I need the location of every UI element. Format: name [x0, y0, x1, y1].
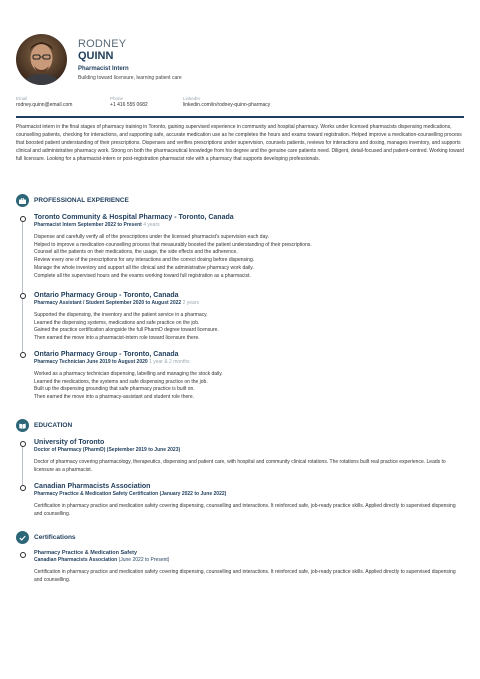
section-experience-heading	[16, 194, 129, 207]
last-name: QUINN	[78, 50, 114, 62]
entry-subtitle	[34, 557, 464, 564]
list-item: Counsel all the patients on their medications, the usage, the side effects and the adherence.	[34, 249, 238, 256]
entry-description: Certification in pharmacy practice and medication safety covering dispensing, counselling and interactions. It reinforced safe, job-ready practice skills. Applied directly to supervised dispensing and counselling.	[34, 503, 456, 517]
entry-title: University of Toronto	[34, 439, 105, 446]
experience-timeline	[22, 218, 23, 358]
timeline-dot	[20, 552, 26, 558]
timeline-dot	[20, 352, 26, 358]
check-badge-icon	[16, 531, 29, 544]
contact-label: Phone	[110, 96, 124, 101]
role-dates: Pharmacy Assistant / Student September 2020 to August 2022	[34, 300, 182, 306]
profile-summary: Pharmacist intern in the final stages of pharmacy training in Toronto, gaining supervised experience in community and hospital pharmacy. Works under licensed pharmacists dispensing medications, counselling patients, checking for interactions, and supporting safe, accurate medication use as he completes the hours and exams toward registration. Helped improve a medication-counselling process that boosted patient understanding of their prescriptions. Dispenses and verifies prescriptions under supervision, counsels patients, reviews for interactions and dosing, manages inventory, and supports clinical and administrative pharmacy work. Strong on both the pharmaceutical knowledge from his degree and the genuine care patients need. Diligent, detail-focused and patient-centred. Working toward full licensure. Looking for a pharmacist-intern or post-registration pharmacist role with a pharmacy that supports developing professionals.	[16, 124, 464, 162]
list-item: Then earned the move into a pharmacist-intern role toward licensure there.	[34, 335, 200, 342]
list-item: Gained the practice certification alongside the full PharmD degree toward licensure.	[34, 327, 219, 334]
cert-dates: (June 2022 to Present)	[118, 557, 170, 563]
job-title: Pharmacist Intern	[78, 66, 129, 72]
duration: 1 year & 2 months	[149, 359, 190, 365]
email-link[interactable]: rodney.quinn@email.com	[16, 102, 73, 108]
list-item: Review every one of the prescriptions for any interactions and the correct dosing before dispensing.	[34, 257, 255, 264]
entry-subtitle: Pharmacy Practice & Medication Safety Certification (January 2022 to June 2022)	[34, 491, 227, 497]
list-item: Complete all the supervised hours and the exams working toward full registration as a pharmacist.	[34, 272, 251, 279]
resume-header	[16, 34, 182, 85]
section-certifications-heading	[16, 531, 76, 544]
entry-subtitle	[34, 300, 464, 307]
section-title: Certifications	[34, 534, 76, 541]
first-name: RODNEY	[78, 38, 127, 50]
timeline-dot	[20, 216, 26, 222]
issuer: Canadian Pharmacists Association	[34, 557, 118, 563]
timeline-dot	[20, 441, 26, 447]
entry-title: Toronto Community & Hospital Pharmacy - Toronto, Canada	[34, 214, 234, 221]
list-item: Helped to improve a medication-counselling process that measurably boosted the patient understanding of their prescriptions.	[34, 241, 312, 248]
name-block	[78, 38, 182, 81]
duration: 2 years	[182, 300, 199, 306]
linkedin-link[interactable]: linkedin.com/in/rodney-quinn-pharmacy	[183, 102, 271, 108]
list-item: Dispense and carefully verify all of the prescriptions under the licensed pharmacist's supervision each day.	[34, 234, 269, 240]
timeline-dot	[20, 293, 26, 299]
section-title: PROFESSIONAL EXPERIENCE	[34, 197, 129, 204]
section-title: EDUCATION	[34, 422, 73, 429]
education-entry	[34, 482, 464, 519]
book-icon	[16, 419, 29, 432]
bullet-list	[34, 371, 464, 402]
bullet-list	[34, 234, 464, 280]
list-item: Learned the dispensing systems, medications and safe practice on the job.	[34, 319, 200, 326]
role-dates: Pharmacy Technician June 2019 to August 2020	[34, 359, 148, 365]
tagline: Building toward licensure, learning patient care	[78, 75, 182, 81]
briefcase-icon	[16, 194, 29, 207]
list-item: Supported the dispensing, the inventory and the patient service in a pharmacy.	[34, 312, 208, 318]
section-education-heading	[16, 419, 72, 432]
header-divider	[16, 116, 464, 118]
entry-title: Pharmacy Practice & Medication Safety	[34, 550, 138, 556]
list-item: Worked as a pharmacy technician dispensing, labelling and managing the stock daily.	[34, 371, 223, 377]
timeline-dot	[20, 485, 26, 491]
entry-subtitle	[34, 222, 464, 229]
experience-entry	[34, 350, 464, 402]
contact-row	[16, 96, 464, 109]
phone-link[interactable]: +1 416 555 0682	[110, 102, 148, 108]
entry-title: Ontario Pharmacy Group - Toronto, Canada	[34, 292, 179, 299]
experience-entry	[34, 291, 464, 343]
education-timeline	[22, 443, 23, 489]
duration: 4 years	[143, 222, 160, 228]
role-dates: Pharmacist Intern September 2022 to Present	[34, 222, 142, 228]
list-item: Built up the dispensing grounding that safe pharmacy practice is built on.	[34, 386, 195, 393]
entry-description: Doctor of pharmacy covering pharmacology, therapeutics, dispensing and patient care, with hospital and community clinical rotations. The rotations built real practice experience. Leads to licensure as a pharmacist.	[34, 459, 446, 473]
certification-entry	[34, 549, 464, 585]
entry-title: Ontario Pharmacy Group - Toronto, Canada	[34, 351, 179, 358]
bullet-list	[34, 312, 464, 343]
entry-subtitle	[34, 359, 464, 366]
experience-entry	[34, 213, 464, 280]
list-item: Learned the medications, the systems and safe dispensing practice on the job.	[34, 378, 208, 385]
contact-phone	[110, 96, 183, 109]
education-entry	[34, 438, 464, 475]
entry-subtitle: Doctor of Pharmacy (PharmD) (September 2019 to June 2023)	[34, 447, 181, 453]
contact-email	[16, 96, 110, 109]
contact-label: Email	[16, 96, 28, 101]
list-item: Manage the whole inventory and support all the clinical and the administrative pharmacy work daily.	[34, 264, 254, 271]
entry-description: Certification in pharmacy practice and medication safety covering dispensing, counselling and interactions. It reinforced safe, job-ready practice skills. Applied directly to supervised dispensing and counselling.	[34, 569, 456, 583]
entry-title: Canadian Pharmacists Association	[34, 483, 151, 490]
contact-label: LinkedIn	[183, 96, 201, 101]
avatar	[16, 34, 67, 85]
list-item: Then earned the move into a pharmacy-assistant and student role there.	[34, 394, 195, 401]
contact-linkedin	[183, 96, 270, 109]
